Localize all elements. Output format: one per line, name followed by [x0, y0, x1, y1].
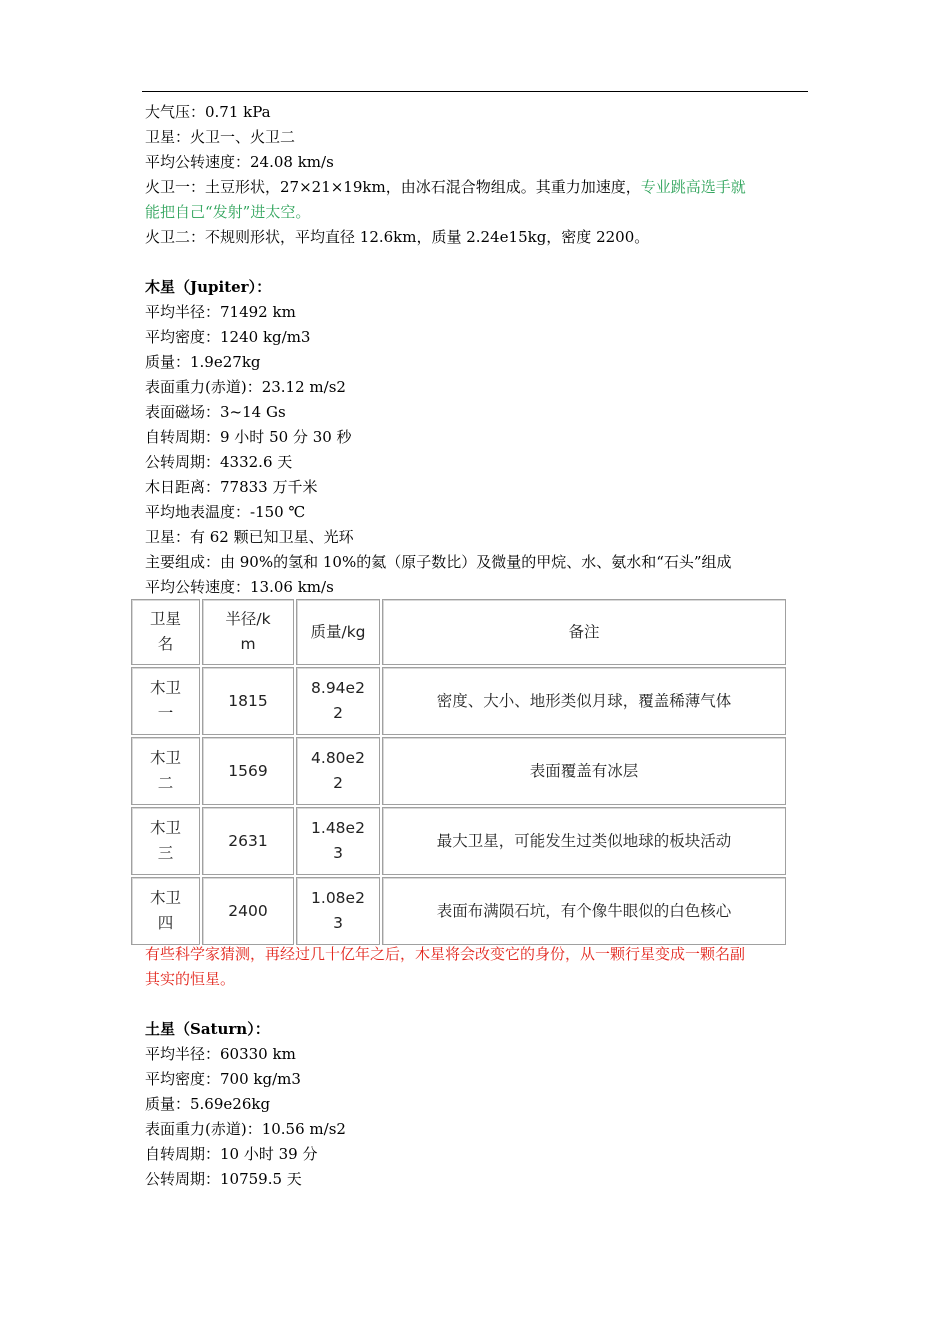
- jupiter-gravity: 表面重力(赤道)：23.12 m/s2: [145, 378, 346, 396]
- moon-radius-cell: 2400: [202, 877, 294, 945]
- table-row: [131, 877, 786, 945]
- phobos-highlight-cont: 能把自己“发射”进太空。: [145, 203, 311, 221]
- moon-radius-cell: 1815: [202, 667, 294, 735]
- jupiter-note-line1: 有些科学家猜测，再经过几十亿年之后，木星将会改变它的身份，从一颗行星变成一颗名副: [145, 945, 746, 963]
- jupiter-temperature: 平均地表温度：-150 ℃: [145, 503, 306, 521]
- moon-name-cell: 木卫三: [131, 807, 200, 875]
- jupiter-satellites: 卫星：有 62 颗已知卫星、光环: [145, 528, 354, 546]
- moon-radius-cell: 1569: [202, 737, 294, 805]
- jupiter-rotation: 自转周期：9 小时 50 分 30 秒: [145, 428, 352, 446]
- header-cell-remark: 备注: [382, 599, 786, 665]
- header-cell-name: 卫星名: [131, 599, 200, 665]
- jupiter-moons-table: [129, 597, 788, 947]
- table-row: [131, 807, 786, 875]
- mars-pressure: 大气压：0.71 kPa: [145, 103, 271, 121]
- mars-orbital-speed: 平均公转速度：24.08 km/s: [145, 153, 334, 171]
- jupiter-note-line2: 其实的恒星。: [145, 970, 236, 988]
- saturn-heading: 土星（Saturn）：: [145, 1020, 270, 1038]
- header-cell-radius: 半径/km: [202, 599, 294, 665]
- deimos-line: 火卫二：不规则形状，平均直径 12.6km，质量 2.24e15kg，密度 2200。: [145, 228, 650, 246]
- moon-remark-cell: 最大卫星，可能发生过类似地球的板块活动: [382, 807, 786, 875]
- saturn-radius: 平均半径：60330 km: [145, 1045, 296, 1063]
- phobos-text: 火卫一：土豆形状，27×21×19km，由冰石混合物组成。其重力加速度，: [145, 178, 641, 196]
- moon-mass-cell: 8.94e22: [296, 667, 380, 735]
- moon-remark-cell: 表面覆盖有冰层: [382, 737, 786, 805]
- phobos-line: [145, 175, 746, 200]
- jupiter-heading: 木星（Jupiter）：: [145, 278, 272, 296]
- moon-mass-cell: 1.48e23: [296, 807, 380, 875]
- jupiter-mass: 质量：1.9e27kg: [145, 353, 261, 371]
- mars-satellites: 卫星：火卫一、火卫二: [145, 128, 296, 146]
- saturn-rotation: 自转周期：10 小时 39 分: [145, 1145, 318, 1163]
- saturn-gravity: 表面重力(赤道)：10.56 m/s2: [145, 1120, 346, 1138]
- moon-mass-cell: 4.80e22: [296, 737, 380, 805]
- jupiter-orbital-speed: 平均公转速度：13.06 km/s: [145, 578, 334, 596]
- table-row: [131, 667, 786, 735]
- saturn-revolution: 公转周期：10759.5 天: [145, 1170, 302, 1188]
- jupiter-composition: 主要组成：由 90%的氢和 10%的氦（原子数比）及微量的甲烷、水、氨水和“石头”组成: [145, 553, 732, 571]
- moon-radius-cell: 2631: [202, 807, 294, 875]
- moon-remark-cell: 密度、大小、地形类似月球，覆盖稀薄气体: [382, 667, 786, 735]
- moon-name-cell: 木卫二: [131, 737, 200, 805]
- jupiter-density: 平均密度：1240 kg/m3: [145, 328, 311, 346]
- jupiter-revolution: 公转周期：4332.6 天: [145, 453, 293, 471]
- moon-remark-cell: 表面布满陨石坑，有个像牛眼似的白色核心: [382, 877, 786, 945]
- jupiter-magnetic: 表面磁场：3~14 Gs: [145, 403, 286, 421]
- moon-name-cell: 木卫一: [131, 667, 200, 735]
- table-header-row: [131, 599, 786, 665]
- saturn-density: 平均密度：700 kg/m3: [145, 1070, 301, 1088]
- moon-mass-cell: 1.08e23: [296, 877, 380, 945]
- phobos-highlight: 专业跳高选手就: [640, 178, 746, 196]
- saturn-mass: 质量：5.69e26kg: [145, 1095, 271, 1113]
- top-rule: [142, 91, 808, 92]
- table-row: [131, 737, 786, 805]
- header-cell-mass: 质量/kg: [296, 599, 380, 665]
- jupiter-distance: 木日距离：77833 万千米: [145, 478, 318, 496]
- moon-name-cell: 木卫四: [131, 877, 200, 945]
- jupiter-radius: 平均半径：71492 km: [145, 303, 296, 321]
